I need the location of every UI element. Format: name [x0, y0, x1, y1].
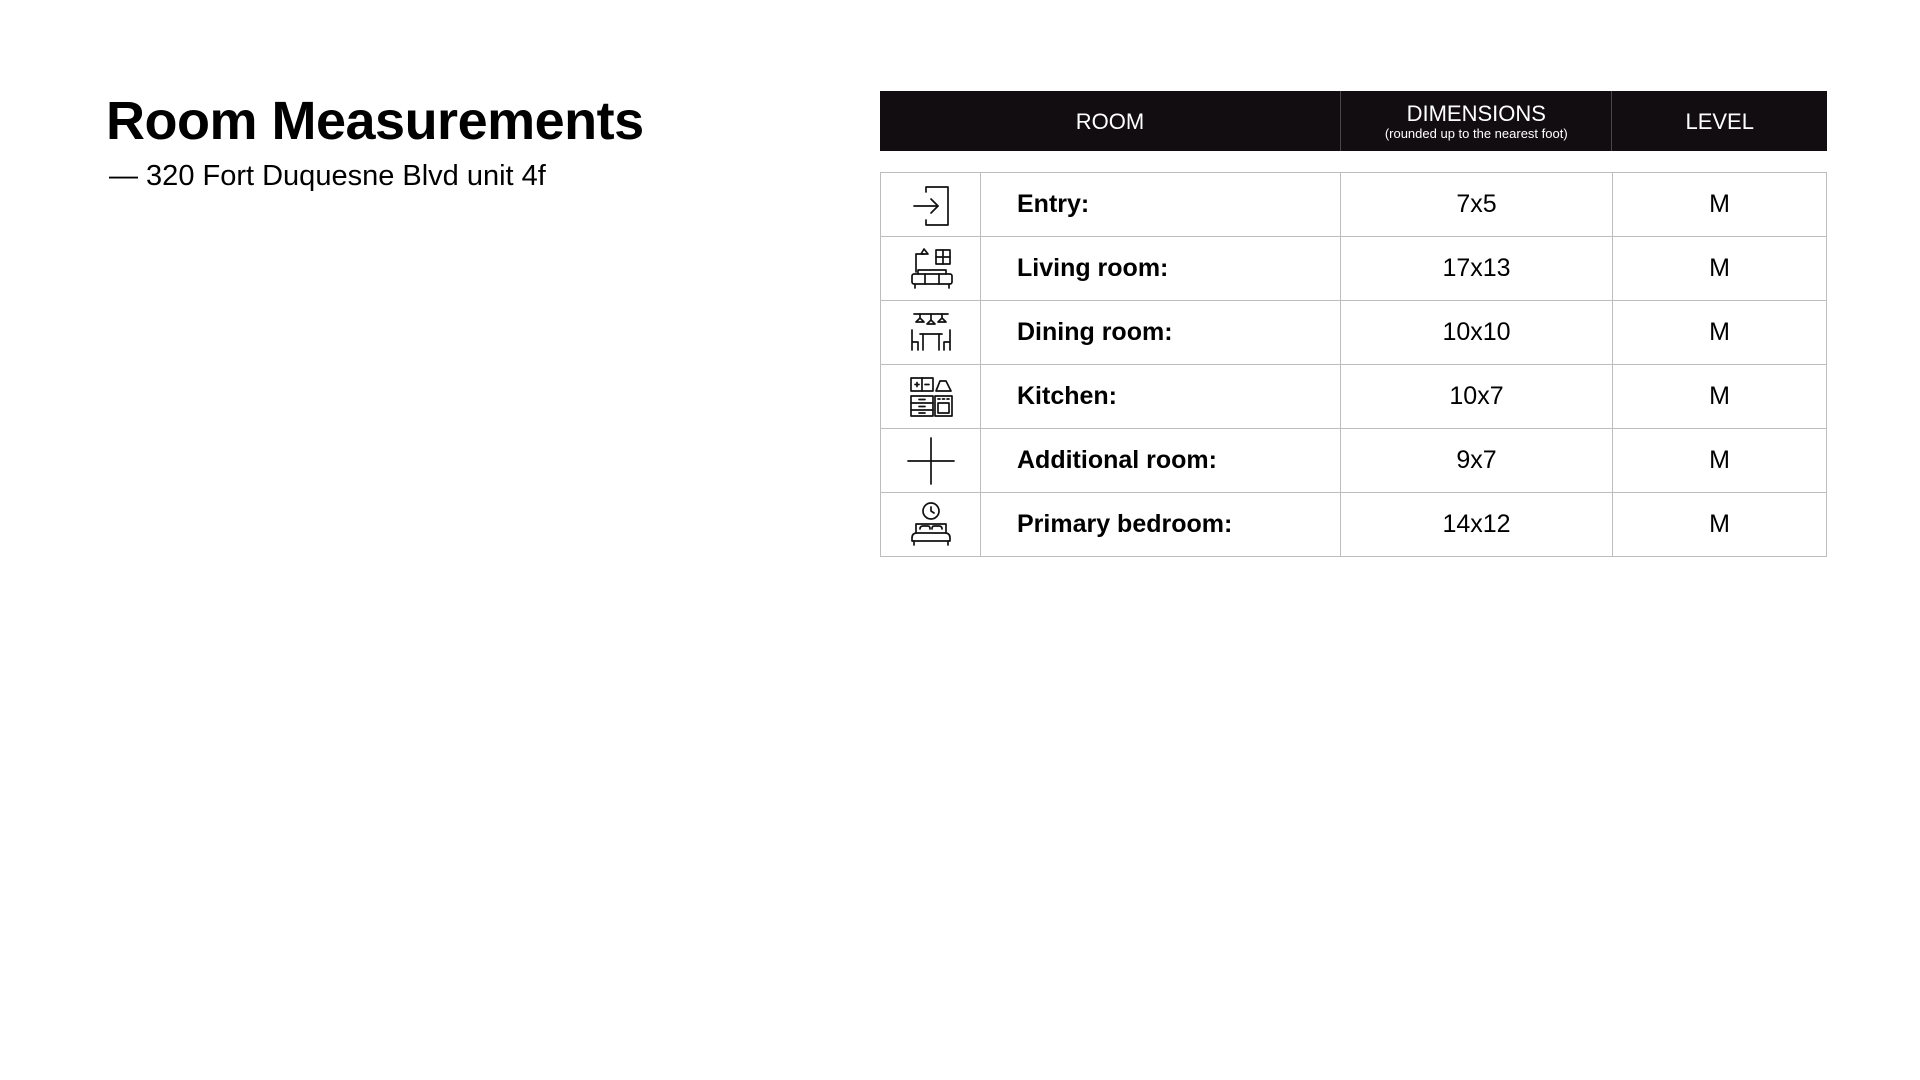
room-level: M: [1709, 254, 1730, 282]
kitchen-icon: [906, 372, 956, 422]
room-level: M: [1709, 446, 1730, 474]
room-dimensions: 7x5: [1341, 173, 1613, 236]
column-header-level: [1612, 91, 1827, 151]
room-dimensions: 10x7: [1341, 365, 1613, 428]
table-row: [881, 173, 1826, 236]
room-level: M: [1709, 510, 1730, 538]
table-body: [880, 172, 1827, 557]
table-row: [881, 364, 1826, 428]
room-measurements-table: [880, 91, 1827, 557]
row-icon-cell: [881, 429, 981, 492]
room-name: Primary bedroom:: [981, 493, 1341, 556]
room-name: Entry:: [981, 173, 1341, 236]
room-level: M: [1709, 382, 1730, 410]
row-icon-cell: [881, 173, 981, 236]
column-header-room: [880, 91, 1341, 151]
page-title: Room Measurements: [106, 91, 644, 151]
table-row: [881, 492, 1826, 556]
table-row: [881, 428, 1826, 492]
dining-room-icon: [906, 308, 956, 358]
column-header-dimensions-note: (rounded up to the nearest foot): [1384, 125, 1568, 141]
table-row: [881, 300, 1826, 364]
room-name: Living room:: [981, 237, 1341, 300]
column-header-dimensions-label: DIMENSIONS: [1406, 100, 1546, 126]
room-dimensions: 9x7: [1341, 429, 1613, 492]
column-header-dimensions: [1341, 91, 1612, 151]
room-name: Dining room:: [981, 301, 1341, 364]
column-header-room-label: ROOM: [1075, 108, 1145, 134]
row-icon-cell: [881, 301, 981, 364]
room-dimensions: 17x13: [1341, 237, 1613, 300]
plus-icon: [906, 436, 956, 486]
row-icon-cell: [881, 493, 981, 556]
room-name: Kitchen:: [981, 365, 1341, 428]
living-room-icon: [906, 244, 956, 294]
room-level: M: [1709, 318, 1730, 346]
room-name: Additional room:: [981, 429, 1341, 492]
row-icon-cell: [881, 365, 981, 428]
bedroom-icon: [906, 500, 956, 550]
title-block: [106, 88, 726, 194]
room-dimensions: 14x12: [1341, 493, 1613, 556]
room-dimensions: 10x10: [1341, 301, 1613, 364]
table-row: [881, 236, 1826, 300]
property-address: — 320 Fort Duquesne Blvd unit 4f: [109, 160, 546, 192]
row-icon-cell: [881, 237, 981, 300]
table-header: [880, 91, 1827, 151]
entry-door-icon: [906, 180, 956, 230]
column-header-level-label: LEVEL: [1685, 108, 1754, 134]
header-gap: [880, 151, 1827, 172]
room-level: M: [1709, 190, 1730, 218]
